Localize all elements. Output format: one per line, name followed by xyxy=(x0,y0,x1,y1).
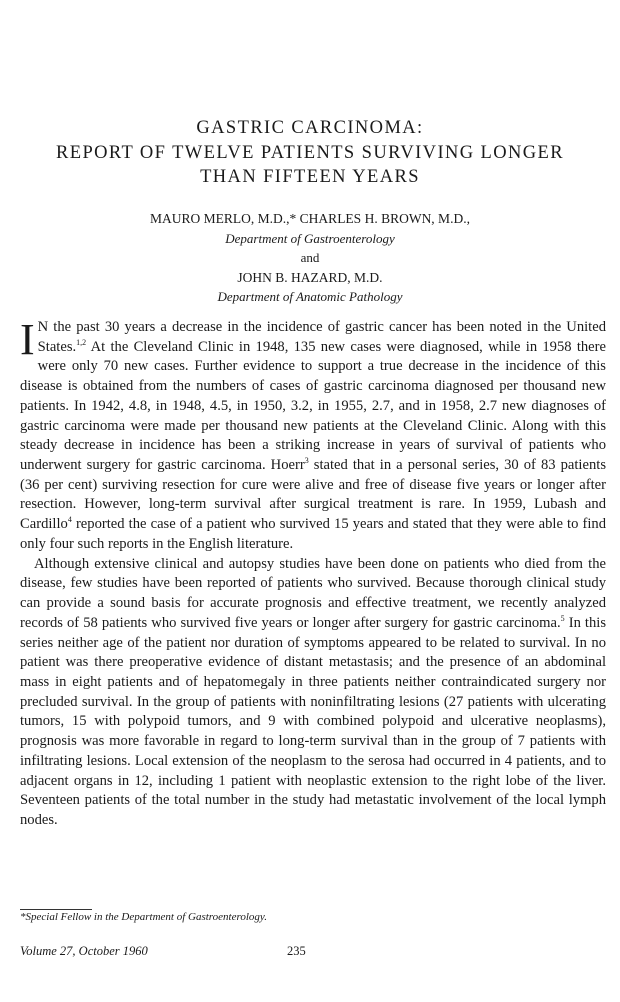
p1-text-b: At the Cleveland Clinic in 1948, 135 new cases were diagnosed, while in 1958 there were only 70 new cases. Further evidence to support a true decrease in the incidence of this disease is obtained from the numbers of cases of gastric carcinoma diagnosed per thousand new patients. In 1942, 4.8, in 1948, 4.5, in 1950, 3.2, in 1955, 2.7, and in 1958, 2.7 new diagnoses of gastric carcinoma were made per thousand new patients at the Cleveland Clinic. Along with this steady decrease in incidence has been a striking increase in years of survival of patients who underwent surgery for gastric carcinoma. Hoerr xyxy=(20,338,606,474)
paragraph-2 xyxy=(20,555,606,831)
p1-text-d: reported the case of a patient who survived 15 years and stated that they were able to find only four such reports in the English literature. xyxy=(20,516,606,552)
p2-text-b: In this series neither age of the patient nor duration of symptoms appeared to be related to survival. In no patient was there preoperative evidence of distant metastasis; and the presence of an abdominal mass in eight patients and of hepatomegaly in three patients neither contraindicated surgery nor precluded survival. In the group of patients with noninfiltrating lesions (27 patients with ulcerating tumors, 15 with polypoid tumors, and 9 with combined polypoid and ulcerative neoplasms), prognosis was more favorable in regard to long-term survival than in the group of 7 patients with infiltrating lesions. Local extension of the neoplasm to the serosa had occurred in 4 patients, and to adjacent organs in 12, including 1 patient with neoplastic extension to the right lobe of the liver. Seventeen patients of the total number in the study had metastatic involvement of the local lymph nodes. xyxy=(20,614,606,828)
paragraph-1 xyxy=(20,315,606,555)
drop-cap: I xyxy=(20,315,35,364)
reference-1-2: 1,2 xyxy=(76,337,87,347)
department-anatomic-pathology: Department of Anatomic Pathology xyxy=(217,289,403,304)
authors-and: and xyxy=(300,250,320,265)
footnote: *Special Fellow in the Department of Gastroenterology. xyxy=(20,911,267,923)
footnote-rule xyxy=(20,909,92,910)
authors-line-2: JOHN B. HAZARD, M.D. xyxy=(237,269,383,285)
author-block xyxy=(0,209,620,307)
authors-line-1: MAURO MERLO, M.D.,* CHARLES H. BROWN, M.D., xyxy=(150,211,470,226)
p1-text-a: N the past 30 years a decrease in the incidence of gastric cancer has been noted in the United States. xyxy=(37,319,606,355)
article-title-line-3: THAN FIFTEEN YEARS xyxy=(200,167,420,187)
department-gastroenterology: Department of Gastroenterology xyxy=(225,230,395,246)
reference-4: 4 xyxy=(67,515,72,525)
article-body xyxy=(20,315,606,831)
page-number: 235 xyxy=(287,944,306,958)
article-title-line-2: REPORT OF TWELVE PATIENTS SURVIVING LONGER xyxy=(56,143,564,163)
reference-5: 5 xyxy=(560,613,565,623)
running-footer: Volume 27, October 1960 xyxy=(20,944,148,958)
article-title-line-1: GASTRIC CARCINOMA: xyxy=(196,118,424,138)
reference-3: 3 xyxy=(304,456,309,466)
p1-text-c: stated that in a personal series, 30 of 83 patients (36 per cent) surviving resection for cure were alive and free of disease five years or longer after resection. However, long-term survival after surgical treatment is rare. In 1959, Lubash and Cardillo xyxy=(20,457,606,533)
p2-text-a: Although extensive clinical and autopsy studies have been done on patients who died from the disease, few studies have been reported of patients who survived. Because thorough clinical study can provide a sound basis for accurate prognosis and effective treatment, we recently analyzed records of 58 patients who survived five years or longer after surgery for gastric carcinoma. xyxy=(20,555,606,631)
